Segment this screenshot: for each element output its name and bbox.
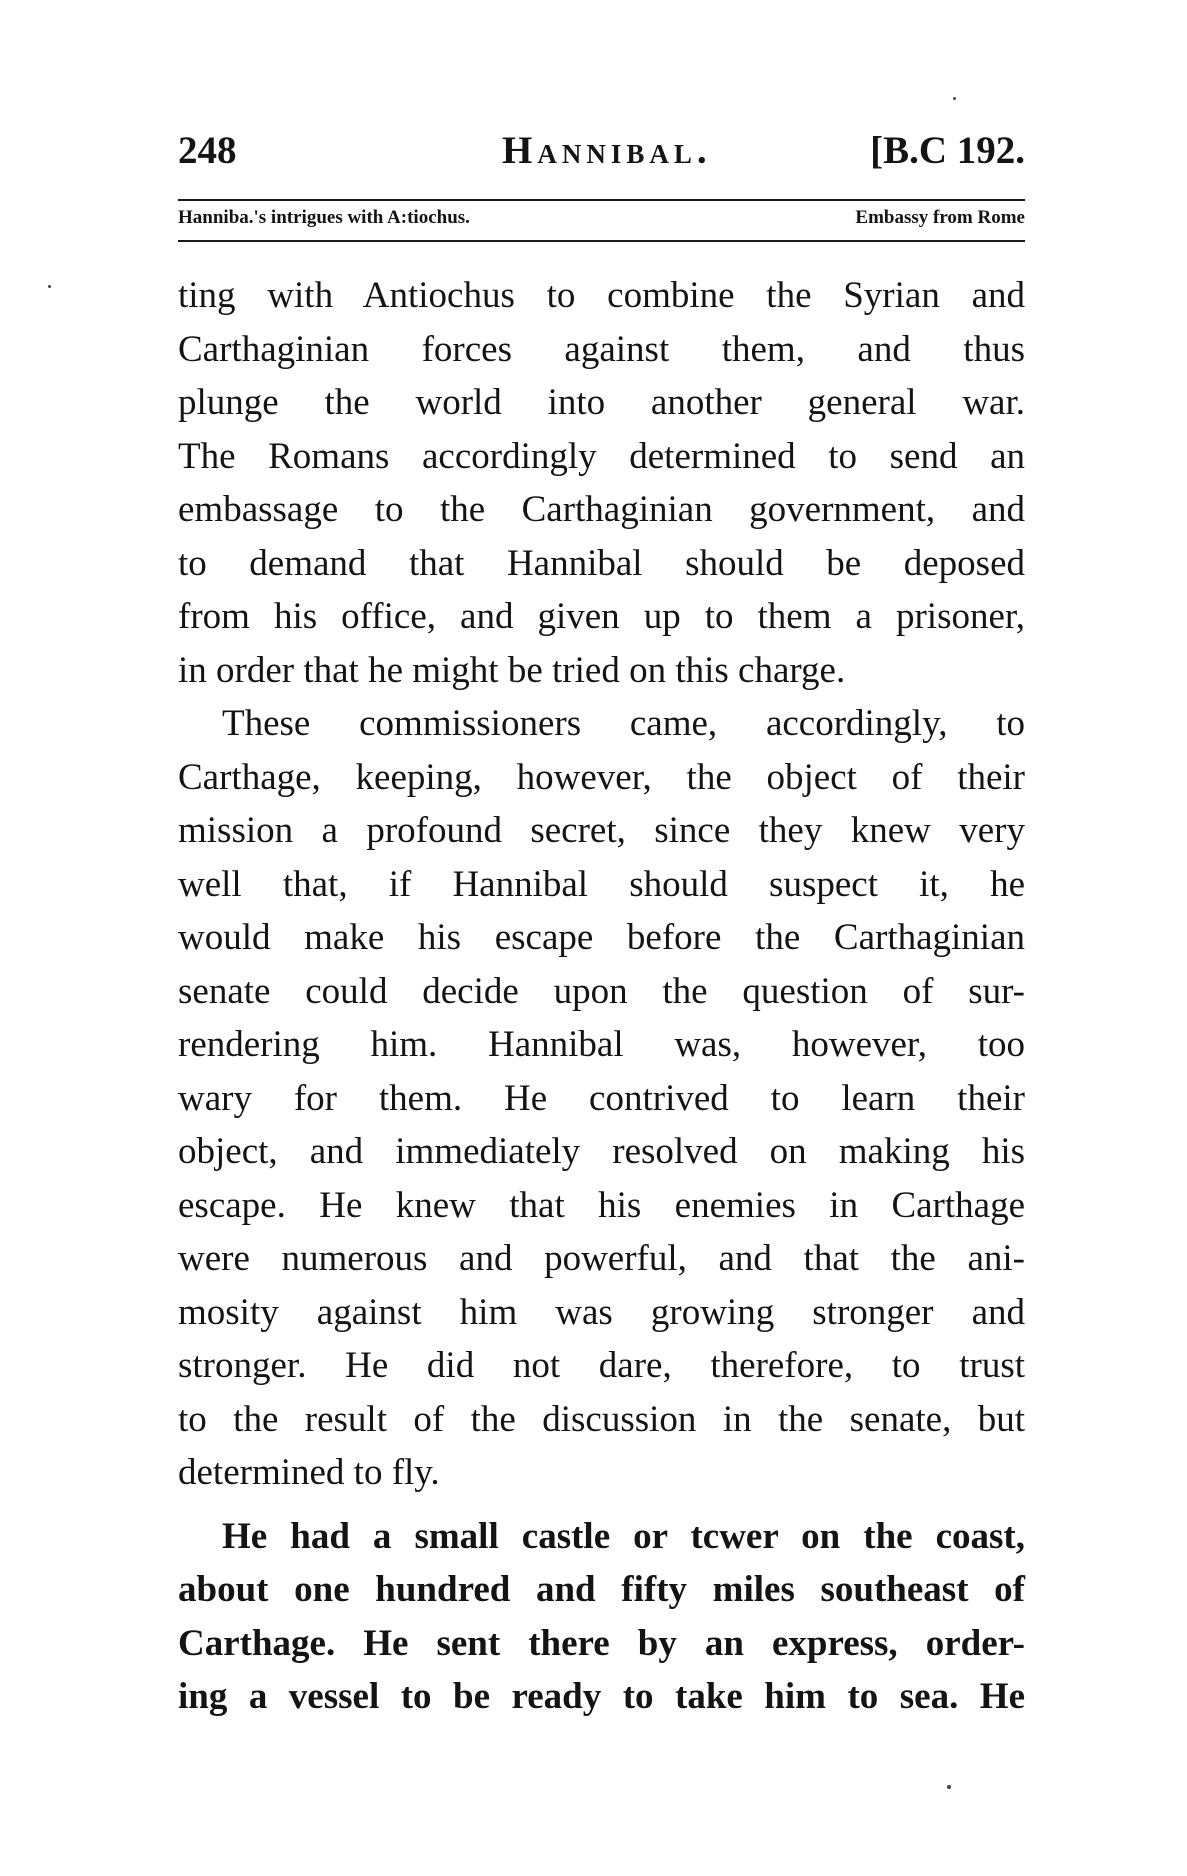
text-line: were numerous and powerful, and that the ani- (178, 1238, 1025, 1279)
text-line: These commissioners came, accordingly, to (222, 703, 1025, 744)
text-line: stronger. He did not dare, therefore, to trust (178, 1345, 1025, 1386)
header-rule-top (178, 199, 1025, 201)
text-line: He had a small castle or tcwer on the coast, (222, 1515, 1025, 1557)
running-date: [B.C 192. (870, 129, 1025, 172)
text-line: well that, if Hannibal should suspect it, he (178, 863, 1025, 905)
text-line: about one hundred and fifty miles southeast of (178, 1569, 1025, 1610)
text-line: to the result of the discussion in the senate, but (178, 1398, 1025, 1440)
text-line: determined to fly. (178, 1452, 440, 1493)
text-line: The Romans accordingly determined to send an (178, 435, 1025, 477)
subheader-left: Hanniba.'s intrigues with A:tiochus. (178, 207, 470, 228)
scan-speck (953, 97, 956, 100)
text-line: senate could decide upon the question of sur- (178, 970, 1025, 1012)
paragraph-1 (178, 269, 1025, 697)
running-head (178, 128, 1025, 178)
text-line: Carthage. He sent there by an express, order- (178, 1622, 1025, 1664)
text-line: would make his escape before the Carthaginian (178, 917, 1025, 958)
subheader (178, 207, 1025, 233)
text-line: Carthage, keeping, however, the object of their (178, 756, 1025, 798)
text-line: Carthaginian forces against them, and thus (178, 328, 1025, 370)
body-text (178, 269, 1025, 1724)
text-line: mission a profound secret, since they knew very (178, 810, 1025, 851)
text-line: plunge the world into another general war. (178, 382, 1025, 423)
paragraph-gap (178, 1500, 1025, 1510)
paragraph-3 (178, 1510, 1025, 1724)
text-line: in order that he might be tried on this charge. (178, 649, 846, 691)
text-line: ing a vessel to be ready to take him to sea. He (178, 1676, 1025, 1717)
running-title: Hannibal. (502, 129, 712, 172)
subheader-right: Embassy from Rome (855, 207, 1025, 228)
text-line: ting with Antiochus to combine the Syrian and (178, 275, 1025, 316)
text-line: rendering him. Hannibal was, however, too (178, 1024, 1025, 1065)
text-line: from his office, and given up to them a prisoner, (178, 596, 1025, 637)
text-line: mosity against him was growing stronger and (178, 1291, 1025, 1333)
scan-speck (947, 1785, 951, 1789)
paragraph-2 (178, 697, 1025, 1500)
text-line: escape. He knew that his enemies in Carthage (178, 1184, 1025, 1226)
text-line: wary for them. He contrived to learn their (178, 1077, 1025, 1119)
page-number: 248 (178, 129, 237, 172)
text-line: to demand that Hannibal should be deposed (178, 542, 1025, 584)
scan-speck (48, 285, 51, 288)
text-line: embassage to the Carthaginian government, and (178, 489, 1025, 530)
text-line: object, and immediately resolved on making his (178, 1131, 1025, 1172)
header-rule-bottom (178, 240, 1025, 242)
